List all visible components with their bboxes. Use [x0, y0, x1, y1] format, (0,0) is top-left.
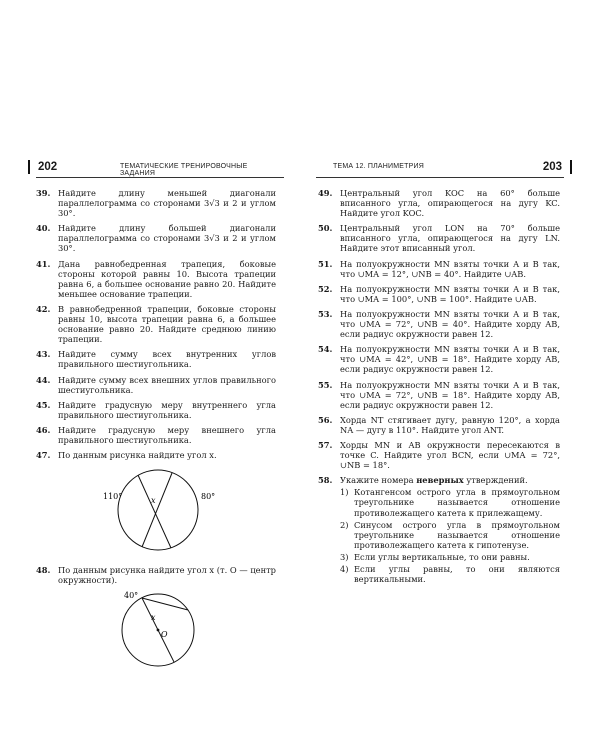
problem-50 — [318, 223, 560, 253]
statement-1 — [340, 487, 560, 517]
problem-41 — [36, 259, 276, 299]
problem-text: Найдите длину меньшей диагонали параллелограмма со сторонами 3√3 и 2 и углом 30°. — [58, 188, 276, 219]
left-page-header — [28, 160, 284, 182]
intro-text-end: утверждений. — [463, 475, 528, 486]
problem-42 — [36, 304, 276, 344]
problem-text: Хорда NT стягивает дугу, равную 120°, а хорда NA — дугу в 110°. Найдите угол ANT. — [340, 414, 560, 435]
problem-56 — [318, 415, 560, 435]
intro-text: Укажите номера — [340, 475, 417, 486]
problem-number: 54. — [318, 344, 333, 355]
problem-number: 49. — [318, 188, 333, 198]
problem-text: Дана равнобедренная трапеция, боковые стороны которой равны 10. Высота трапеции равна 6, а большее основание равно 20. Найдите меньшее основание трапеции. — [58, 258, 276, 299]
problem-text: Найдите градусную меру внутреннего угла правильного шестиугольника. — [58, 399, 276, 420]
problem-number: 53. — [318, 308, 333, 319]
problem-57 — [318, 440, 560, 470]
intro-bold: неверных — [416, 475, 464, 486]
problem-47 — [36, 450, 276, 460]
running-header: ТЕМАТИЧЕСКИЕ ТРЕНИРОВОЧНЫЕ ЗАДАНИЯ — [120, 163, 248, 177]
problem-number: 41. — [36, 258, 51, 269]
problem-45 — [36, 400, 276, 420]
circle — [118, 470, 198, 550]
statement-number: 2) — [340, 519, 349, 530]
problem-text: На полуокружности MN взяты точки A и B так, что ∪MA = 72°, ∪NB = 18°. Найдите хорду AB, если радиус окружности равен 12. — [340, 379, 560, 410]
problem-text: На полуокружности MN взяты точки A и B так, что ∪MA = 12°, ∪NB = 40°. Найдите ∪AB. — [340, 258, 560, 279]
statement-text: Если углы вертикальные, то они равны. — [354, 551, 530, 562]
right-page-header — [316, 160, 572, 182]
problem-number: 44. — [36, 374, 51, 385]
chord-2 — [142, 473, 172, 547]
page-number: 203 — [542, 161, 562, 173]
problem-text: По данным рисунка найдите угол x. — [58, 450, 217, 461]
figure-48 — [58, 590, 276, 672]
problem-58-body — [340, 475, 560, 584]
problem-58-intro — [340, 475, 560, 485]
right-page-content — [318, 188, 560, 589]
problem-text: Найдите сумму всех внутренних углов правильного шестиугольника. — [58, 349, 276, 370]
chord-1 — [138, 475, 171, 548]
header-bar — [28, 160, 30, 174]
problem-49 — [318, 188, 560, 218]
arc-label: 40° — [124, 591, 139, 601]
problem-number: 46. — [36, 424, 51, 435]
problem-text: Найдите длину большей диагонали параллелограмма со сторонами 3√3 и 2 и углом 30°. — [58, 223, 276, 254]
page-number: 202 — [38, 161, 58, 173]
problem-text: Центральный угол KOC на 60° больше вписанного угла, опирающегося на дугу KC. Найдите угол KOC. — [340, 188, 560, 219]
problem-58 — [318, 475, 560, 584]
statement-text: Синусом острого угла в прямоугольном треугольнике называется отношение противолежащего катета к гипотенузе. — [354, 519, 560, 550]
problem-39 — [36, 188, 276, 218]
circle-diagram-48 — [58, 590, 258, 670]
header-bar — [570, 160, 572, 174]
left-page-content — [36, 188, 276, 681]
center-label: O — [161, 630, 168, 640]
problem-number: 50. — [318, 223, 333, 234]
center-point — [157, 629, 160, 632]
figure-47 — [58, 465, 276, 557]
problem-number: 48. — [36, 565, 51, 576]
problem-number: 43. — [36, 349, 51, 360]
statement-text: Котангенсом острого угла в прямоугольном треугольнике называется отношение противолежащего катета к прилежащему. — [354, 487, 560, 518]
problem-number: 55. — [318, 379, 333, 390]
problem-54 — [318, 344, 560, 374]
problem-text: На полуокружности MN взяты точки A и B так, что ∪MA = 42°, ∪NB = 18°. Найдите хорду AB, если радиус окружности равен 12. — [340, 344, 560, 375]
angle-label: x — [151, 496, 156, 506]
statement-number: 1) — [340, 487, 349, 498]
problem-number: 45. — [36, 399, 51, 410]
problem-number: 40. — [36, 223, 51, 234]
header-rule — [316, 177, 564, 178]
problem-51 — [318, 259, 560, 279]
problem-number: 42. — [36, 303, 51, 314]
problem-number: 39. — [36, 188, 51, 198]
problem-number: 56. — [318, 414, 333, 425]
circle-diagram-47 — [58, 465, 258, 555]
problem-text: На полуокружности MN взяты точки A и B так, что ∪MA = 100°, ∪NB = 100°. Найдите ∪AB. — [340, 283, 560, 304]
statement-2 — [340, 520, 560, 550]
problem-48 — [36, 565, 276, 585]
angle-label: x — [151, 613, 156, 623]
problem-52 — [318, 284, 560, 304]
statement-number: 4) — [340, 564, 349, 574]
problem-number: 58. — [318, 475, 333, 486]
problem-number: 52. — [318, 283, 333, 294]
problem-number: 51. — [318, 258, 333, 269]
problem-53 — [318, 309, 560, 339]
problem-44 — [36, 375, 276, 395]
right-page — [300, 0, 600, 750]
problem-text: Центральный угол LON на 70° больше вписанного угла, опирающегося на дугу LN. Найдите этот вписанный угол. — [340, 223, 560, 254]
problem-text: Найдите сумму всех внешних углов правильного шестиугольника. — [58, 374, 276, 395]
problem-55 — [318, 380, 560, 410]
problem-43 — [36, 349, 276, 369]
statement-text: Если углы равны, то они являются вертикальными. — [354, 564, 560, 585]
problem-text: Найдите градусную меру внешнего угла правильного шестиугольника. — [58, 424, 276, 445]
statement-3 — [340, 552, 560, 562]
header-rule — [36, 177, 284, 178]
problem-46 — [36, 425, 276, 445]
chord — [142, 598, 188, 610]
arc-label-right: 80° — [201, 492, 216, 502]
problem-number: 57. — [318, 439, 333, 450]
statement-4 — [340, 564, 560, 584]
problem-text: По данным рисунка найдите угол x (т. O — центр окружности). — [58, 565, 276, 586]
statement-number: 3) — [340, 551, 349, 562]
problem-text: На полуокружности MN взяты точки A и B так, что ∪MA = 72°, ∪NB = 40°. Найдите хорду AB, если радиус окружности равен 12. — [340, 308, 560, 340]
problem-text: В равнобедренной трапеции, боковые стороны равны 10, высота трапеции равна 6, а большее основание равно 20. Найдите среднюю линию трапеции. — [58, 303, 276, 345]
running-header: ТЕМА 12. ПЛАНИМЕТРИЯ — [333, 163, 424, 170]
problem-40 — [36, 223, 276, 253]
problem-text: Хорды MN и AB окружности пересекаются в точке C. Найдите угол BCN, если ∪MA = 72°, ∪NB = 18°. — [340, 439, 560, 471]
problem-number: 47. — [36, 450, 51, 461]
arc-label-left: 110° — [103, 492, 123, 502]
